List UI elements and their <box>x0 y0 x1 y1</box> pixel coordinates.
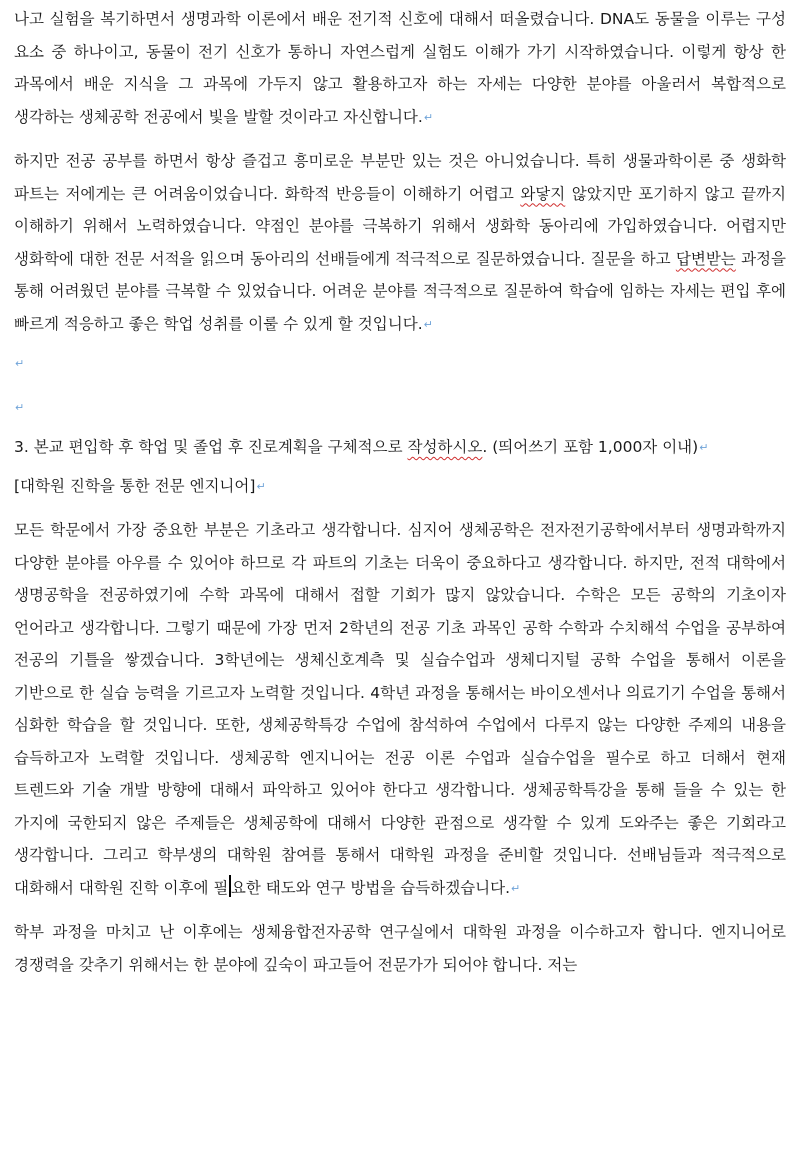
paragraph-mark-icon: ↵ <box>423 317 433 331</box>
spellcheck-error[interactable]: 답변받는 <box>675 249 736 268</box>
question-3-text-b: . (띄어쓰기 포함 1,000자 이내) <box>482 438 699 456</box>
paragraph-1-text: 나고 실험을 복기하면서 생명과학 이론에서 배운 전기적 신호에 대해서 떠올렸습니다. DNA도 동물을 이루는 구성 요소 중 하나이고, 동물이 전기 신호가 통하니 자연스럽게 실험도 이해가 가기 시작하였습니다. 이렇게 항상 한 과목에서 배운 지식을 그 과목에 가두지 않고 활용하고자 하는 자세는 다양한 분야를 아울러서 복합적으로 생각하는 생체공학 전공에서 빛을 발할 것이라고 자신합니다. <box>14 10 786 126</box>
paragraph-4-text-a: 모든 학문에서 가장 중요한 부분은 기초라고 생각합니다. 심지어 생체공학은 전자전기공학에서부터 생명과학까지 다양한 분야를 아우를 수 있어야 하므로 각 파트의 기초는 더욱이 중요하다고 생각합니다. 하지만, 전적 대학에서 생명공학을 전공하였기에 수학 과목에 대해서 접할 기회가 많지 않았습니다. 수학은 모든 공학의 기초이자 언어라고 생각합니다. 그렇기 때문에 가장 먼저 2학년의 전공 기초 과목인 공학 수학과 수치해석 수업을 공부하여 전공의 기틀을 쌓겠습니다. 3학년에는 생체신호계측 및 실습수업과 생체디지털 공학 수업을 통해서 이론을 기반으로 한 실습 능력을 기르고자 노력할 것입니다. 4학년 과정을 통해서는 바이오센서나 의료기기 수업을 통해서 심화한 학습을 할 것입니다. 또한, 생체공학특강 수업에 참석하여 수업에서 다루지 않는 다양한 주제의 내용을 습득하고자 노력할 것입니다. 생체공학 엔지니어는 전공 이론 수업과 실습수업을 필수로 하고 더해서 현재 트렌드와 기술 개발 방향에 대해서 파악하고 있어야 한다고 생각합니다. 생체공학특강을 통해 들을 수 있는 한 가지에 국한되지 않은 주제들은 생체공학에 대해서 다양한 관점으로 생각할 수 있게 도와주는 좋은 기회라고 생각합니다. 그리고 학부생의 대학원 참여를 통해서 대학원 과정을 준비할 것입니다. 선배님들과 적극적으로 대화해서 대학원 진학 이후에 필 <box>14 521 786 897</box>
paragraph-1 <box>14 3 786 134</box>
paragraph-mark-icon: ↵ <box>256 479 266 493</box>
question-3-text-a: 3. 본교 편입학 후 학업 및 졸업 후 진로계획을 구체적으로 <box>14 438 408 456</box>
paragraph-mark-icon: ↵ <box>15 401 25 414</box>
question-3 <box>14 431 786 465</box>
paragraph-mark-icon: ↵ <box>699 441 709 454</box>
paragraph-mark-icon: ↵ <box>511 881 521 895</box>
section-heading-text: [대학원 진학을 통한 전문 엔지니어] <box>14 476 256 495</box>
paragraph-4-text-b: 요한 태도와 연구 방법을 습득하겠습니다. <box>230 878 511 897</box>
paragraph-5-text: 학부 과정을 마치고 난 이후에는 생체융합전자공학 연구실에서 대학원 과정을 이수하고자 합니다. 엔지니어로 경쟁력을 갖추기 위해서는 한 분야에 깊숙이 파고들어 전문가가 되어야 합니다. 저는 <box>14 923 786 974</box>
empty-line <box>14 341 786 385</box>
paragraph-mark-icon: ↵ <box>15 357 25 370</box>
paragraph-2-text-a: 하지만 전공 공부를 하면서 항상 즐겁고 흥미로운 부분만 있는 것은 아니었습니다. 특히 생물과학이론 중 생화학 파트는 저에게는 큰 어려움이었습니다. 화학적 반응들이 이해하기 어렵고 <box>14 152 786 203</box>
section-heading <box>14 470 786 504</box>
spellcheck-error[interactable]: 와닿지 <box>520 184 566 203</box>
paragraph-mark-icon: ↵ <box>423 110 434 124</box>
document-page[interactable] <box>14 0 786 981</box>
spellcheck-error[interactable]: 작성하시오 <box>407 438 483 456</box>
empty-line <box>14 385 786 429</box>
paragraph-2-text-b: 않았지만 포기하지 않고 끝까지 이해하기 위해서 노력하였습니다. 약점인 분야를 극복하기 위해서 생화학 동아리에 가입하였습니다. 어렵지만 생화학에 대한 전문 서적을 읽으며 동아리의 선배들에게 적극적으로 질문하였습니다. 질문을 하고 <box>14 184 786 268</box>
paragraph-2 <box>14 145 786 341</box>
paragraph-4 <box>14 514 786 905</box>
paragraph-2-text-c: 과정을 통해 어려웠던 분야를 극복할 수 있었습니다. 어려운 분야를 적극적으로 질문하여 학습에 임하는 자세는 편입 후에 빠르게 적응하고 좋은 학업 성취를 이룰 수 있게 할 것입니다. <box>14 249 786 333</box>
paragraph-5 <box>14 916 786 981</box>
